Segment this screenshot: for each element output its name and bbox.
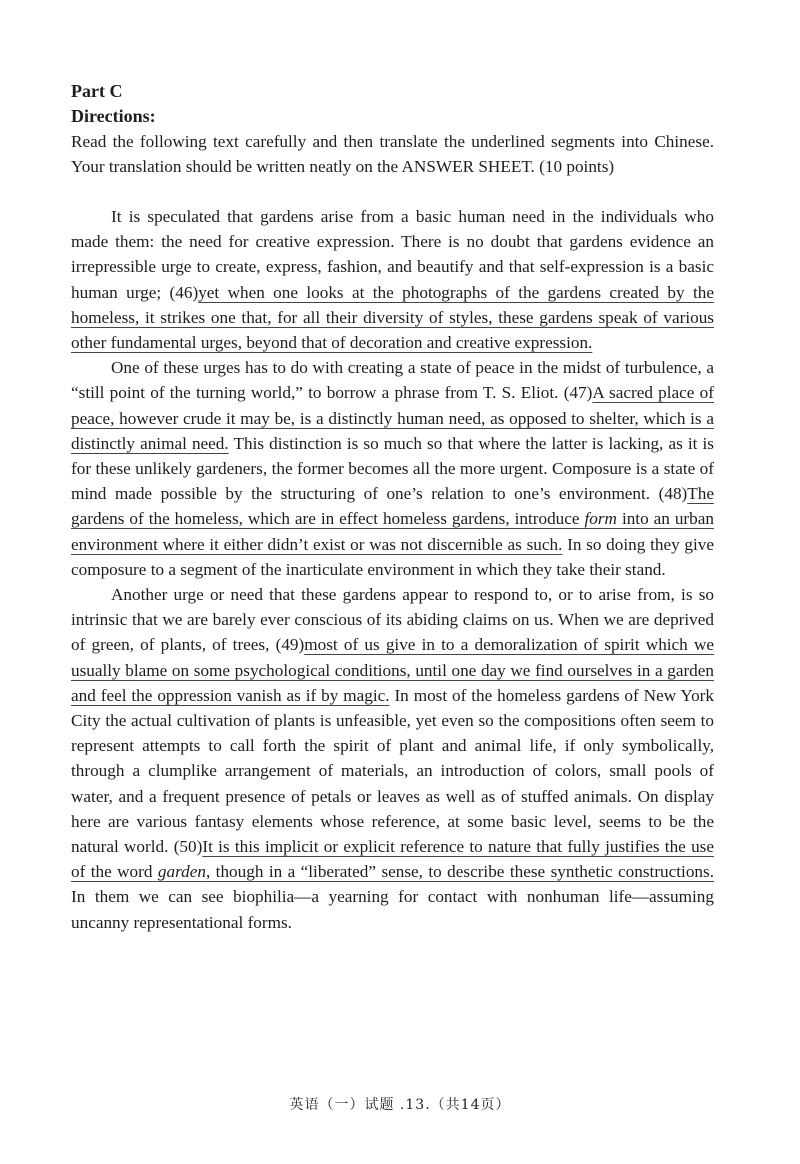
text-segment: The gardens of the homeless, which are in effect homeless gardens, introduce [71, 484, 714, 529]
page-footer: 英语（一）试题 .13.（共14页） [289, 1097, 511, 1113]
question-number-46: (46) [169, 282, 199, 302]
passage [71, 204, 714, 935]
question-number-47: (47) [563, 383, 593, 403]
underlined-segment-46: yet when one looks at the photographs of the gardens created by the homeless, it strikes one that, for all their diversity of styles, these gardens speak of various other fundamental urges, beyond that of decoration and creative expression. [71, 282, 714, 353]
text-segment: In so doing they give composure to a segment of the inarticulate environment in which they take their stand. [71, 534, 714, 579]
exam-page [71, 79, 714, 935]
text-segment: It is this implicit or explicit reference to nature that fully justifies the use of the word [71, 837, 714, 882]
part-title: Part C [71, 81, 123, 101]
text-segment: , though in a “liberated” sense, to describe these synthetic constructions. [205, 862, 714, 882]
text-segment: It is speculated that gardens arise from a basic human need in the individuals who made them: the need for creative expression. There is no doubt that gardens evidence an irrepressible urge to create, express, fashion, and beautify and that self-expression is a basic human urge; [71, 207, 714, 302]
question-number-48: (48) [658, 484, 688, 504]
text-segment: One of these urges has to do with creating a state of peace in the midst of turbulence, a “still point of the turning world,” to borrow a phrase from T. S. Eliot. [71, 358, 714, 403]
italic-word: garden [157, 862, 206, 882]
paragraph-3 [71, 582, 714, 935]
text-segment: This distinction is so much so that where the latter is lacking, as it is for these unlikely gardeners, the former becomes all the more urgent. Composure is a state of mind made possible by the structuring of one’s relation to one’s environment. [71, 433, 714, 504]
paragraph-1 [71, 204, 714, 355]
text-segment: In most of the homeless gardens of New York City the actual cultivation of plants is unfeasible, yet even so the compositions often seem to represent attempts to call forth the spirit of plant and animal life, if only symbolically, through a clumplike arrangement of materials, an introduction of colors, small pools of water, and a frequent presence of petals or leaves as well as of stuffed animals. On display here are various fantasy elements whose reference, at some basic level, seems to be the natural world. [71, 685, 714, 857]
text-segment: In them we can see biophilia—a yearning for contact with nonhuman life—assuming uncanny representational forms. [71, 887, 714, 932]
text-segment: into an urban environment where it either didn’t exist or was not discernible as such. [71, 509, 714, 554]
directions-text: Read the following text carefully and then translate the underlined segments into Chinese. Your translation should be written neatly on the ANSWER SHEET. (10 points) [71, 132, 714, 176]
underlined-segment-47: A sacred place of peace, however crude it may be, is a distinctly human need, as opposed to shelter, which is a distinctly animal need. [71, 383, 714, 453]
paragraph-2 [71, 355, 714, 582]
italic-word: form [584, 509, 617, 529]
text-segment: Another urge or need that these gardens appear to respond to, or to arise from, is so intrinsic that we are barely ever conscious of its abiding claims on us. When we are deprived of green, of plants, of trees, [71, 585, 714, 655]
directions-label: Directions: [71, 106, 156, 126]
question-number-49: (49) [275, 635, 305, 655]
underlined-segment-49: most of us give in to a demoralization of spirit which we usually blame on some psychological conditions, until one day we find ourselves in a garden and feel the oppression vanish as if by magic. [71, 635, 715, 705]
question-number-50: (50) [173, 837, 203, 857]
